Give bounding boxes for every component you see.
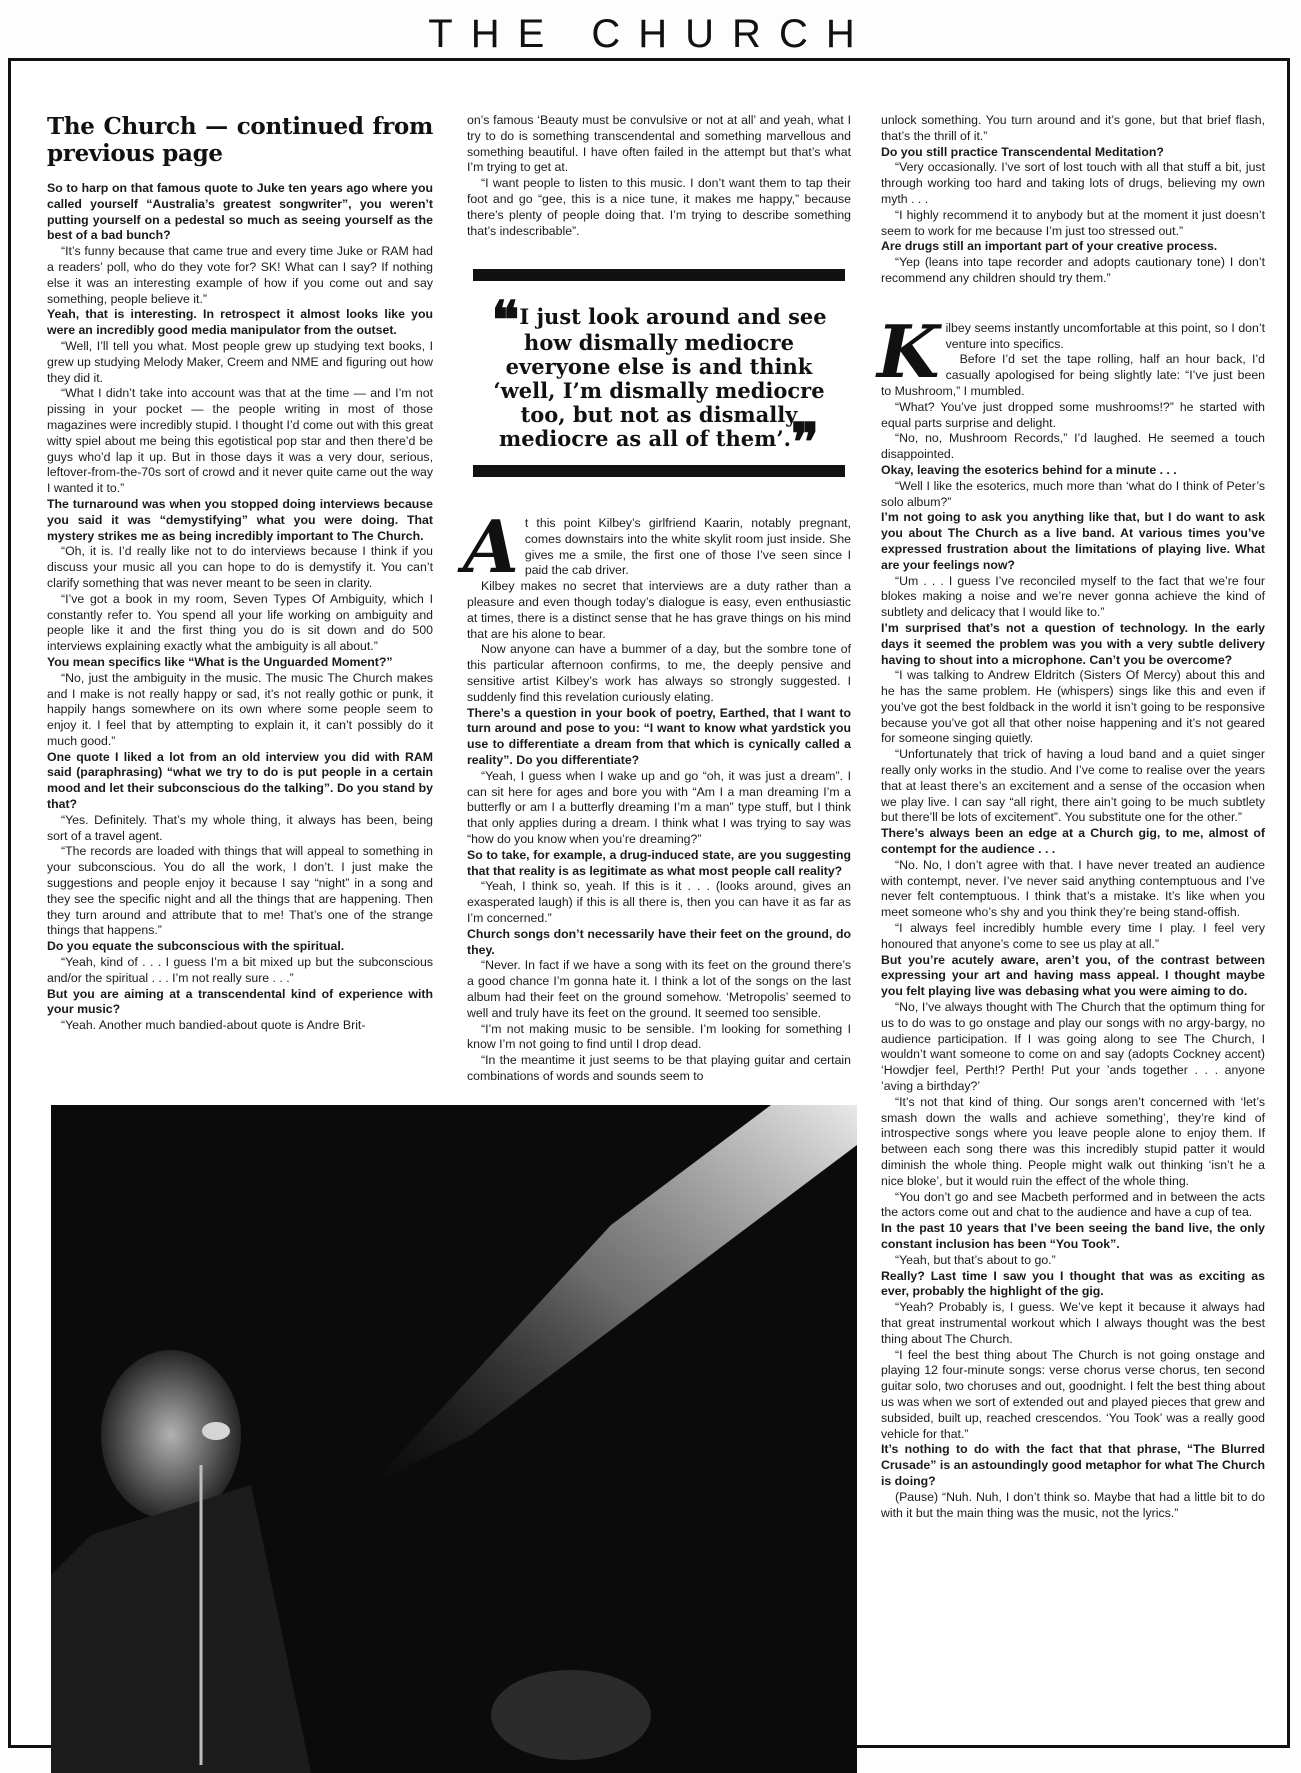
column-2-bottom (463, 504, 851, 1085)
question-paragraph: Do you equate the subconscious with the spiritual. (47, 939, 345, 954)
answer-paragraph: “In the meantime it just seems to be that playing guitar and certain combinations of words and sounds seem to (467, 1053, 851, 1083)
headline: The Church — continued from previous page (47, 113, 433, 167)
answer-paragraph: “What I didn’t take into account was that at the time — and I’m not pissing in your pocket — the people writing in most of those magazines were incredibly stupid. I thought I’d come out with this great witty spiel about me being this egotistical pop star and then there’d be guys who’d lap it up. But in those days it was a very dour, serious, leftover-from-the-70s sort of crowd and it never quite came out the way I wanted it to.” (47, 386, 433, 496)
column-3-section (877, 308, 1265, 1522)
answer-paragraph: Kilbey makes no secret that interviews are a duty rather than a pleasure and even though today’s dialogue is easy, even enthusiastic at times, there is a distinct sense that he has grave things on his mind that are his alone to bear. (467, 579, 851, 641)
answer-paragraph: “It’s funny because that came true and every time Juke or RAM had a readers’ poll, who do they vote for? SK! What can I say? If nothing else it was an interesting example of how if you come out and say something, people believe it.” (47, 244, 433, 306)
question-paragraph: Okay, leaving the esoterics behind for a minute . . . (881, 462, 1177, 477)
article-frame (8, 58, 1290, 1748)
question-paragraph: Really? Last time I saw you I thought that was as exciting as ever, probably the highlight of the gig. (881, 1268, 1265, 1299)
answer-paragraph: “Um . . . I guess I’ve reconciled myself to the fact that we’re four blokes making a noise and we’re never gonna achieve the kind of subtlety and delicacy that I would like to.” (881, 573, 1265, 620)
question-paragraph: You mean specifics like “What is the Unguarded Moment?” (47, 654, 393, 669)
question-paragraph: There’s a question in your book of poetry, Earthed, that I want to turn around and pose to you: “I want to know what yardstick you use to differentiate a dream from that which is cynically called a reality”. Do you differentiate? (467, 705, 851, 767)
drop-cap-a: A (463, 504, 519, 589)
answer-paragraph: “No, no, Mushroom Records,” I’d laughed. He seemed a touch disappointed. (881, 431, 1265, 462)
answer-paragraph: “I’m not making music to be sensible. I’m looking for something I know I’m not going to find until I drop dead. (467, 1021, 851, 1052)
question-paragraph: I’m not going to ask you anything like that, but I do want to ask you about The Church as a live band. At various times you’ve expressed frustration about the limitations of playing live. What are your feelings now? (881, 510, 1265, 572)
answer-paragraph: “Yeah? Probably is, I guess. We’ve kept it because it always had that great instrumental workout which I always thought was the best thing about The Church. (881, 1300, 1265, 1346)
answer-paragraph: “Yeah, I think so, yeah. If this is it . . . (looks around, gives an exasperated laugh) if this is all there is, then you can have it as far as I’m concerned.” (467, 879, 851, 925)
pull-quote-top-bar (473, 269, 845, 281)
column-2-top (467, 113, 851, 239)
question-paragraph: So to take, for example, a drug-induced state, are you suggesting that that reality is as legitimate as what most people call reality? (467, 847, 851, 878)
column-3-top (881, 113, 1265, 287)
answer-paragraph: “Yeah, kind of . . . I guess I’m a bit mixed up but the subconscious and/or the spiritual . . . I’m not really sure . . .” (47, 955, 433, 985)
column-2-first-para: t this point Kilbey’s girlfriend Kaarin, notably pregnant, comes downstairs into the white skylit room just inside. She gives me a smile, the first one of those I’ve seen since I paid the cab driver. (524, 516, 851, 578)
answer-paragraph: “It’s not that kind of thing. Our songs aren’t concerned with ‘let’s smash down the walls and achieve something’, they’re kind of introspective songs where you leave people alone to enjoy them. If between each song there was this incredibly stupid patter it would diminish the whole thing. People might walk out thinking ‘isn’t he a nice bloke’, but it would ruin the effect of the whole thing. (881, 1094, 1265, 1188)
answer-paragraph: “No. No, I don’t agree with that. I have never treated an audience with contempt, never. I’ve never said anything contemptuous and I’ve never felt contemptuous. I think that’s a mistake. It’s like when you meet someone who’s shy and you think they’re being stand-offish. (881, 857, 1265, 920)
answer-paragraph: “Yeah. Another much bandied-about quote is Andre Brit- (61, 1018, 366, 1033)
column-2-body (467, 579, 851, 1085)
answer-paragraph: “Yep (leans into tape recorder and adopts cautionary tone) I don’t recommend any children should try them.” (881, 255, 1265, 285)
answer-paragraph: “Yeah, I guess when I wake up and go “oh, it was just a dream”. I can sit here for ages and bore you with “Am I a man dreaming I’m a butterfly or am I a butterfly dreaming I’m a man” type stuff, but I think that only applies during a dream. I think what I was trying to say was “how do you know when you’re dreaming?” (467, 768, 851, 846)
answer-paragraph: “I’ve got a book in my room, Seven Types Of Ambiguity, which I constantly refer to. You spend all your life working on ambiguity and people like it and the first thing you do is sit down and do 500 interviews explaining exactly what the ambiguity is all about.” (47, 591, 433, 654)
answer-paragraph: “What? You’ve just dropped some mushrooms!?” he started with equal parts surprise and delight. (881, 399, 1265, 430)
answer-paragraph: “I highly recommend it to anybody but at the moment it just doesn’t seem to work for me because I’m just too stressed out.” (881, 207, 1265, 238)
answer-paragraph: (Pause) “Nuh. Nuh, I don’t think so. Maybe that had a little bit to do with it but the main thing was the music, not the lyrics.” (881, 1489, 1265, 1520)
pull-quote-text (473, 281, 845, 473)
answer-paragraph: “No, I’ve always thought with The Church that the optimum thing for us to do was to go onstage and play our songs with no argy-bargy, no audience participation. If I was going along to see The Church, I wouldn’t want someone to come on and say (adopts Cockney accent) ‘Howdjer feel, Perth!? Perth! Put your ’ands together . . . anyone ’aving a birthday?’ (881, 1000, 1265, 1094)
answer-paragraph: “I always feel incredibly humble every time I play. I feel very honoured that anyone’s come to see us play at all.” (881, 921, 1265, 951)
question-paragraph: But you’re acutely aware, aren’t you, of the contrast between expressing your art and having mass appeal. I thought maybe you felt playing live was debasing what you were aiming to do. (881, 952, 1265, 999)
question-paragraph: Are drugs still an important part of your creative process. (881, 239, 1218, 254)
answer-paragraph: “Very occasionally. I’ve sort of lost touch with all that stuff a bit, just through working too hard and taking lots of drugs, believing my own myth . . . (881, 160, 1265, 206)
answer-paragraph: “Unfortunately that trick of having a loud band and a quiet singer really only works in the studio. And I’ve come to realise over the years that at least there’s an excitement and a sense of the occasion when we play live. I can say “all right, there ain’t going to be much subtlety but there’ll be lots of excitement”. You substitute one for the other.” (881, 747, 1265, 825)
question-paragraph: One quote I liked a lot from an old interview you did with RAM said (paraphrasing) “what we try to do is put people in a certain mood and let their subconscious do the talking”. Do you stand by that? (47, 749, 433, 812)
question-paragraph: There’s always been an edge at a Church gig, to me, almost of contempt for the audience . . . (881, 826, 1265, 857)
question-paragraph: Yeah, that is interesting. In retrospect it almost looks like you were an incredibly good media manipulator from the outset. (47, 307, 433, 338)
answer-paragraph: “No, just the ambiguity in the music. The music The Church makes and I make is not really happy or sad, it’s not really gothic or punk, it happily hangs somewhere on its own where some people seem to enjoy it. I feel that by attempting to explain it, it can’t possibly do it much good.” (47, 670, 433, 748)
question-paragraph: The turnaround was when you stopped doing interviews because you said it was “demystifying” what you were doing. That mystery strikes me as being incredibly important to The Church. (47, 496, 433, 543)
column-1-body (47, 181, 433, 1034)
question-paragraph: It’s nothing to do with the fact that that phrase, “The Blurred Crusade” is an astoundingly good metaphor for what The Church is doing? (881, 1442, 1265, 1488)
answer-paragraph: “I feel the best thing about The Church is not going onstage and playing 12 four-minute songs: verse chorus verse chorus, ten second guitar solo, two choruses and out, goodnight. I felt the best thing about us was when we sort of extended out and played pieces that grew and subsided, built up, reached crescendos. ‘You Took’ was a really good vehicle for that.” (881, 1347, 1265, 1441)
answer-paragraph: “I was talking to Andrew Eldritch (Sisters Of Mercy) about this and he has the same problem. He (whispers) sings like this and even if you’ve got the best foldback in the world it isn’t going to be responsive because you’ve got all that other noise happening and it’s not geared for someone singing quietly. (881, 668, 1265, 746)
answer-paragraph: “I want people to listen to this music. I don’t want them to tap their foot and go “gee, this is a nice tune, it makes me happy,” because there’s plenty of people doing that. I’m trying to describe something that’s indescribable”. (467, 176, 851, 238)
question-paragraph: But you are aiming at a transcendental kind of experience with your music? (47, 986, 433, 1017)
pull-quote-body: I just look around and see how dismally mediocre everyone else is and think ‘well, I’m dismally mediocre too, but not as dismally mediocre as all of them’. (493, 304, 827, 451)
masthead: THE CHURCH (428, 12, 873, 56)
column-1 (47, 113, 433, 1034)
column-3-body (881, 352, 1265, 1521)
pull-quote (473, 269, 845, 521)
answer-paragraph: on’s famous ‘Beauty must be convulsive or not at all’ and yeah, what I try to do is something transcendental and something marvellous and something beautiful. I have often failed in the attempt but that’s what I’m trying to get at. (467, 113, 851, 175)
concert-photo (51, 1105, 857, 1773)
close-quote-icon: ❞ (790, 412, 819, 473)
answer-paragraph: “Oh, it is. I’d really like not to do interviews because I think if you discuss your music all you can hope to do is demystify it. You can’t clarify something that was never meant to be seen in clarity. (47, 544, 433, 590)
question-paragraph: Church songs don’t necessarily have their feet on the ground, do they. (467, 926, 851, 957)
question-paragraph: I’m surprised that’s not a question of technology. In the early days it seemed the problem was you with a very subtle delivery having to shout into a microphone. Can’t you be overcome? (881, 620, 1265, 667)
concert-photo-image (51, 1105, 857, 1773)
answer-paragraph: “Well I like the esoterics, much more than ‘what do I think of Peter’s solo album?” (881, 478, 1265, 509)
answer-paragraph: “Yeah, but that’s about to go.” (895, 1252, 1056, 1267)
answer-paragraph: “The records are loaded with things that will appeal to something in your subconscious. You do all the work, I don’t. I just make the suggestions and people enjoy it because I say “night” in a song and they see the specific night and all the things that are happening. Then they turn around and attribute that to me! That’s one of the strange things that happens.” (47, 844, 433, 938)
question-paragraph: So to harp on that famous quote to Juke ten years ago where you called yourself “Australia’s greatest songwriter”, you weren’t putting yourself on a pedestal so much as seeing yourself as the best of a bad bunch? (47, 181, 433, 243)
question-paragraph: In the past 10 years that I’ve been seeing the band live, the only constant inclusion has been “You Took”. (881, 1221, 1265, 1251)
answer-paragraph: “Yes. Definitely. That’s my whole thing, it always has been, being sort of a travel agent. (47, 812, 433, 843)
column-3-first-para: ilbey seems instantly uncomfortable at this point, so I don’t venture into specifics. (945, 320, 1265, 351)
drop-cap-k: K (877, 308, 940, 394)
pull-quote-bottom-bar (473, 465, 845, 477)
question-paragraph: Do you still practice Transcendental Meditation? (881, 144, 1164, 159)
column-3 (877, 113, 1265, 1521)
answer-paragraph: “Never. In fact if we have a song with its feet on the ground there’s a good chance I’m gonna hate it. I think a lot of the songs on the last album had their feet on the ground somehow. ‘Metropolis’ seemed to well and truly have its feet on the ground. It seemed too sensible. (467, 958, 851, 1020)
answer-paragraph: Now anyone can have a bummer of a day, but the sombre tone of this particular afternoon confirms, to me, the deeply pensive and sensitive artist Kilbey’s work has always so strongly suggested. I suddenly find this revelation curiously elating. (467, 642, 851, 704)
answer-paragraph: unlock something. You turn around and it’s gone, but that brief flash, that’s the thrill of it.” (881, 113, 1265, 143)
answer-paragraph: “You don’t go and see Macbeth performed and in between the acts the actors come out and chat to the audience and have a cup of tea. (881, 1189, 1265, 1220)
answer-paragraph: Before I’d set the tape rolling, half an hour back, I’d casually apologised for being slightly late: “I’ve just been to Mushroom,” I mumbled. (881, 352, 1265, 398)
answer-paragraph: “Well, I’ll tell you what. Most people grew up studying text books, I grew up studying Melody Maker, Creem and NME and figuring out how they did it. (47, 338, 433, 385)
open-quote-icon: ❝ (491, 290, 520, 351)
